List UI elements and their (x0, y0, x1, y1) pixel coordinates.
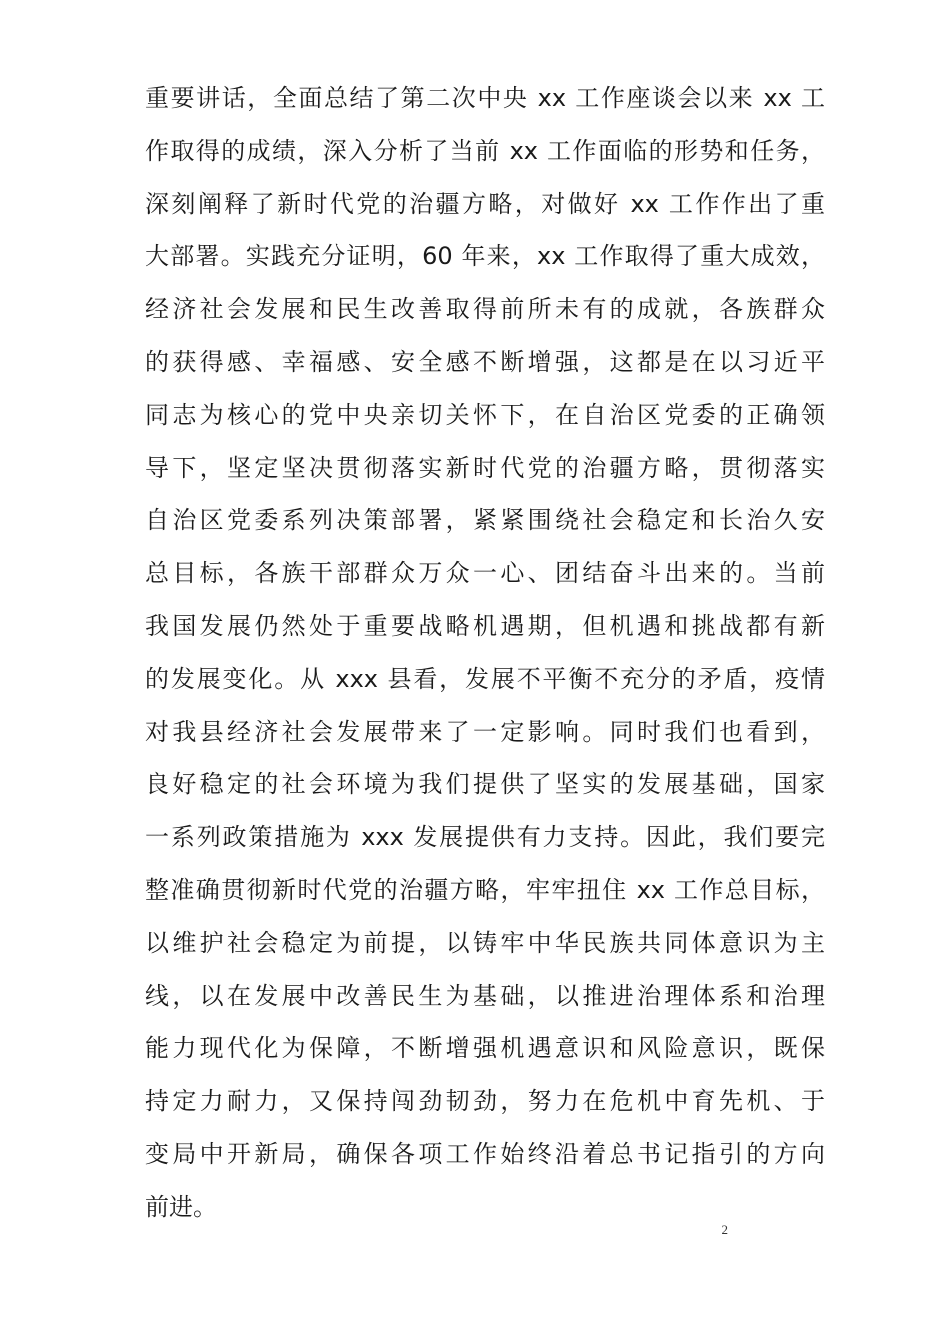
paragraph-line: 能力现代化为保障，不断增强机遇意识和风险意识，既保 (145, 1034, 825, 1063)
paragraph-line: 整准确贯彻新时代党的治疆方略，牢牢扭住 xx 工作总目标， (145, 875, 825, 904)
paragraph-line: 前进。 (145, 1192, 217, 1221)
paragraph-line: 总目标，各族干部群众万众一心、团结奋斗出来的。当前 (145, 559, 825, 588)
paragraph-line: 持定力耐力，又保持闯劲韧劲，努力在危机中育先机、于 (145, 1087, 825, 1116)
paragraph-line: 以维护社会稳定为前提，以铸牢中华民族共同体意识为主 (145, 928, 825, 957)
paragraph-line: 变局中开新局，确保各项工作始终沿着总书记指引的方向 (145, 1139, 825, 1168)
paragraph-line: 大部署。实践充分证明，60 年来，xx 工作取得了重大成效， (145, 242, 825, 271)
paragraph-line: 我国发展仍然处于重要战略机遇期，但机遇和挑战都有新 (145, 611, 825, 640)
paragraph-line: 的获得感、幸福感、安全感不断增强，这都是在以习近平 (145, 347, 825, 376)
paragraph-line: 作取得的成绩，深入分析了当前 xx 工作面临的形势和任务， (145, 136, 825, 165)
paragraph-line: 同志为核心的党中央亲切关怀下，在自治区党委的正确领 (145, 400, 825, 429)
paragraph-line: 自治区党委系列决策部署，紧紧围绕社会稳定和长治久安 (145, 506, 825, 535)
paragraph-line: 经济社会发展和民生改善取得前所未有的成就，各族群众 (145, 295, 825, 324)
paragraph-line: 导下，坚定坚决贯彻落实新时代党的治疆方略，贯彻落实 (145, 453, 825, 482)
paragraph-line: 重要讲话，全面总结了第二次中央 xx 工作座谈会以来 xx 工 (145, 84, 825, 112)
paragraph-line: 对我县经济社会发展带来了一定影响。同时我们也看到， (145, 717, 825, 746)
paragraph-line: 一系列政策措施为 xxx 发展提供有力支持。因此，我们要完 (145, 823, 825, 852)
body-paragraph (145, 72, 825, 1234)
paragraph-line: 深刻阐释了新时代党的治疆方略，对做好 xx 工作作出了重 (145, 189, 825, 218)
paragraph-line: 线，以在发展中改善民生为基础，以推进治理体系和治理 (145, 981, 825, 1010)
paragraph-line: 良好稳定的社会环境为我们提供了坚实的发展基础，国家 (145, 770, 825, 799)
paragraph-line: 的发展变化。从 xxx 县看，发展不平衡不充分的矛盾，疫情 (145, 664, 825, 693)
page-number: 2 (721, 1222, 728, 1237)
